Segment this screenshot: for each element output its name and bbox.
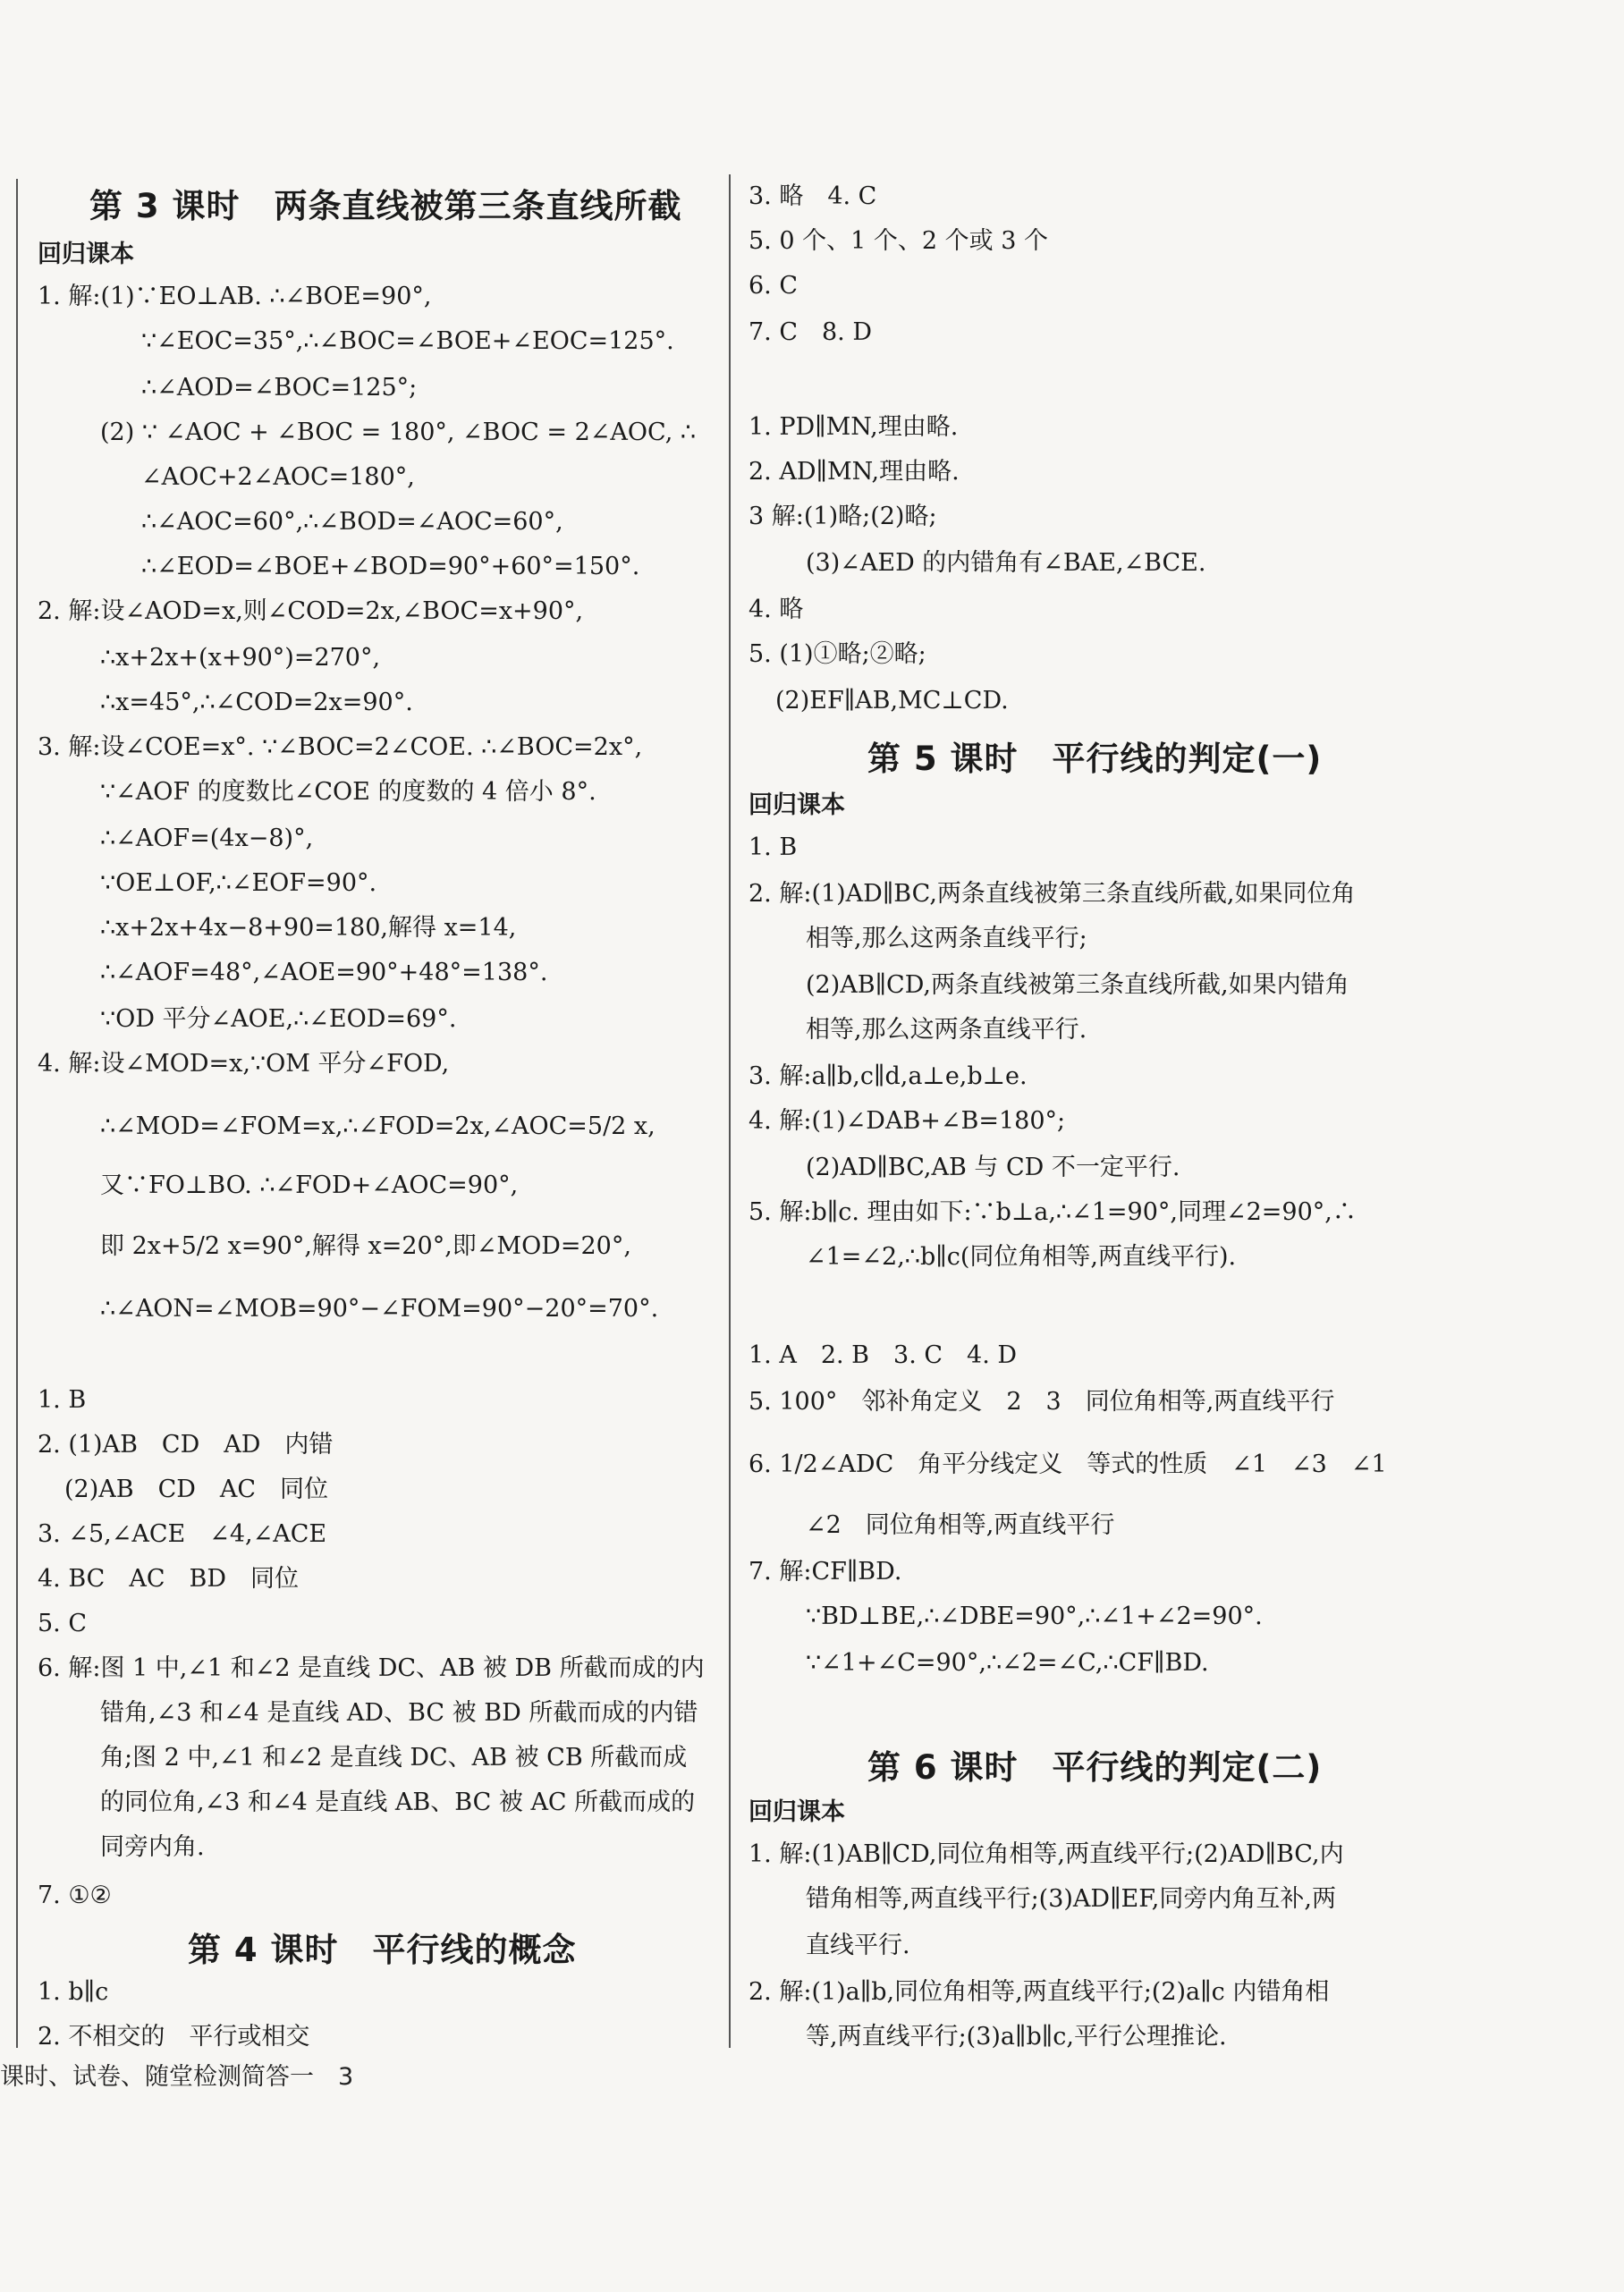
answer-line: 5. 100° 邻补角定义 2 3 同位角相等,两直线平行 xyxy=(749,1388,1335,1416)
answer-line: 等,两直线平行;(3)a∥b∥c,平行公理推论. xyxy=(806,2023,1227,2051)
answer-line: 7. C 8. D xyxy=(749,318,872,346)
answer-line: (2)AB∥CD,两条直线被第三条直线所截,如果内错角 xyxy=(806,971,1349,999)
answer-line: 5. 0 个、1 个、2 个或 3 个 xyxy=(749,227,1048,255)
answer-line: (2)AB CD AC 同位 xyxy=(64,1476,329,1503)
answer-line: 1. PD∥MN,理由略. xyxy=(749,413,959,441)
answer-line: 5. C xyxy=(38,1610,88,1637)
answer-line: 角;图 2 中,∠1 和∠2 是直线 DC、AB 被 CB 所截而成 xyxy=(100,1744,688,1772)
answer-line: 7. 解:CF∥BD. xyxy=(749,1558,902,1586)
answer-line: 6. 1/2∠ADC 角平分线定义 等式的性质 ∠1 ∠3 ∠1 xyxy=(749,1450,1387,1478)
answer-line: ∵∠EOC=35°,∴∠BOC=∠BOE+∠EOC=125°. xyxy=(141,327,674,355)
answer-line: ∴∠AOF=(4x−8)°, xyxy=(100,825,314,852)
answer-line: 1. B xyxy=(38,1386,87,1414)
answer-line: 1. 解:(1)AB∥CD,同位角相等,两直线平行;(2)AD∥BC,内 xyxy=(749,1840,1344,1868)
answer-line: ∵∠1+∠C=90°,∴∠2=∠C,∴CF∥BD. xyxy=(806,1649,1209,1677)
answer-line: 1. 解:(1)∵EO⊥AB. ∴∠BOE=90°, xyxy=(38,283,432,310)
answer-line: 6. 解:图 1 中,∠1 和∠2 是直线 DC、AB 被 DB 所截而成的内 xyxy=(38,1654,705,1682)
answer-line: ∴∠AOF=48°,∠AOE=90°+48°=138°. xyxy=(100,959,548,986)
lesson-6-section: 回归课本 xyxy=(749,1798,845,1826)
answer-line: ∴∠EOD=∠BOE+∠BOD=90°+60°=150°. xyxy=(141,553,640,580)
answer-line: 又∵FO⊥BO. ∴∠FOD+∠AOC=90°, xyxy=(100,1171,519,1199)
answer-line: (3)∠AED 的内错角有∠BAE,∠BCE. xyxy=(806,549,1206,577)
answer-line: 2. 解:(1)AD∥BC,两条直线被第三条直线所截,如果同位角 xyxy=(749,880,1356,908)
answer-line: ∴∠AOD=∠BOC=125°; xyxy=(141,374,418,402)
answer-line: 的同位角,∠3 和∠4 是直线 AB、BC 被 AC 所截而成的 xyxy=(100,1789,696,1816)
answer-line: 4. 解:(1)∠DAB+∠B=180°; xyxy=(749,1107,1066,1135)
answer-line: 错角,∠3 和∠4 是直线 AD、BC 被 BD 所截而成的内错 xyxy=(100,1699,698,1727)
answer-line: 4. BC AC BD 同位 xyxy=(38,1565,299,1593)
answer-line: 即 2x+5/2 x=90°,解得 x=20°,即∠MOD=20°, xyxy=(100,1232,631,1260)
lesson-3-title: 第 3 课时 两条直线被第三条直线所截 xyxy=(89,187,682,225)
answer-line: 2. 解:(1)a∥b,同位角相等,两直线平行;(2)a∥c 内错角相 xyxy=(749,1978,1330,2006)
answer-line: 3. 解:a∥b,c∥d,a⊥e,b⊥e. xyxy=(749,1062,1028,1090)
answer-line: 错角相等,两直线平行;(3)AD∥EF,同旁内角互补,两 xyxy=(806,1885,1336,1913)
page-footer: 课时、试卷、随堂检测简答一 3 xyxy=(0,2063,354,2091)
answer-line: (2) ∵ ∠AOC + ∠BOC = 180°, ∠BOC = 2∠AOC, ∴ xyxy=(100,419,697,446)
answer-line: ∠2 同位角相等,两直线平行 xyxy=(806,1511,1115,1539)
answer-line: ∵BD⊥BE,∴∠DBE=90°,∴∠1+∠2=90°. xyxy=(806,1603,1263,1630)
answer-line: 3. ∠5,∠ACE ∠4,∠ACE xyxy=(38,1520,327,1548)
answer-line: ∴x+2x+4x−8+90=180,解得 x=14, xyxy=(100,914,517,942)
answer-line: ∴∠AOC=60°,∴∠BOD=∠AOC=60°, xyxy=(141,508,563,536)
answer-line: 2. AD∥MN,理由略. xyxy=(749,458,960,486)
answer-line: 5. 解:b∥c. 理由如下:∵b⊥a,∴∠1=90°,同理∠2=90°,∴ xyxy=(749,1198,1357,1226)
answer-line: (2)AD∥BC,AB 与 CD 不一定平行. xyxy=(806,1154,1180,1181)
answer-line: 5. (1)①略;②略; xyxy=(749,640,926,668)
answer-line: 2. 不相交的 平行或相交 xyxy=(38,2023,310,2051)
answer-line: 1. A 2. B 3. C 4. D xyxy=(749,1341,1018,1369)
answer-line: ∴∠MOD=∠FOM=x,∴∠FOD=2x,∠AOC=5/2 x, xyxy=(100,1112,656,1140)
answer-line: ∵OD 平分∠AOE,∴∠EOD=69°. xyxy=(100,1005,457,1033)
lesson-3-section: 回归课本 xyxy=(38,241,134,268)
answer-line: 相等,那么这两条直线平行. xyxy=(806,1016,1087,1044)
answer-line: ∠1=∠2,∴b∥c(同位角相等,两直线平行). xyxy=(806,1243,1237,1271)
answer-line: 相等,那么这两条直线平行; xyxy=(806,925,1087,952)
answer-line: 1. B xyxy=(749,833,798,861)
answer-line: 6. C xyxy=(749,272,799,300)
answer-line: 2. (1)AB CD AD 内错 xyxy=(38,1431,334,1459)
answer-line: ∠AOC+2∠AOC=180°, xyxy=(141,463,415,491)
left-margin-rule xyxy=(16,179,18,2048)
column-divider xyxy=(729,174,731,2048)
answer-line: 3. 略 4. C xyxy=(749,182,877,210)
answer-line: 4. 解:设∠MOD=x,∵OM 平分∠FOD, xyxy=(38,1050,450,1078)
answer-line: ∵OE⊥OF,∴∠EOF=90°. xyxy=(100,869,377,897)
lesson-6-title: 第 6 课时 平行线的判定(二) xyxy=(867,1748,1323,1787)
answer-line: 1. b∥c xyxy=(38,1978,109,2006)
lesson-5-title: 第 5 课时 平行线的判定(一) xyxy=(867,740,1323,778)
answer-line: 3 解:(1)略;(2)略; xyxy=(749,503,937,530)
answer-line: 2. 解:设∠AOD=x,则∠COD=2x,∠BOC=x+90°, xyxy=(38,597,584,625)
answer-line: ∴x=45°,∴∠COD=2x=90°. xyxy=(100,689,413,716)
answer-line: 7. ①② xyxy=(38,1882,112,1909)
answer-line: ∴∠AON=∠MOB=90°−∠FOM=90°−20°=70°. xyxy=(100,1295,659,1323)
answer-line: ∴x+2x+(x+90°)=270°, xyxy=(100,644,381,672)
answer-line: 4. 略 xyxy=(749,596,804,623)
answer-line: 3. 解:设∠COE=x°. ∵∠BOC=2∠COE. ∴∠BOC=2x°, xyxy=(38,733,643,761)
lesson-4-title: 第 4 课时 平行线的概念 xyxy=(188,1931,577,1969)
answer-line: ∵∠AOF 的度数比∠COE 的度数的 4 倍小 8°. xyxy=(100,778,596,806)
lesson-5-section: 回归课本 xyxy=(749,791,845,819)
answer-line: 直线平行. xyxy=(806,1932,910,1959)
answer-line: 同旁内角. xyxy=(100,1833,205,1861)
answer-line: (2)EF∥AB,MC⊥CD. xyxy=(775,687,1009,715)
